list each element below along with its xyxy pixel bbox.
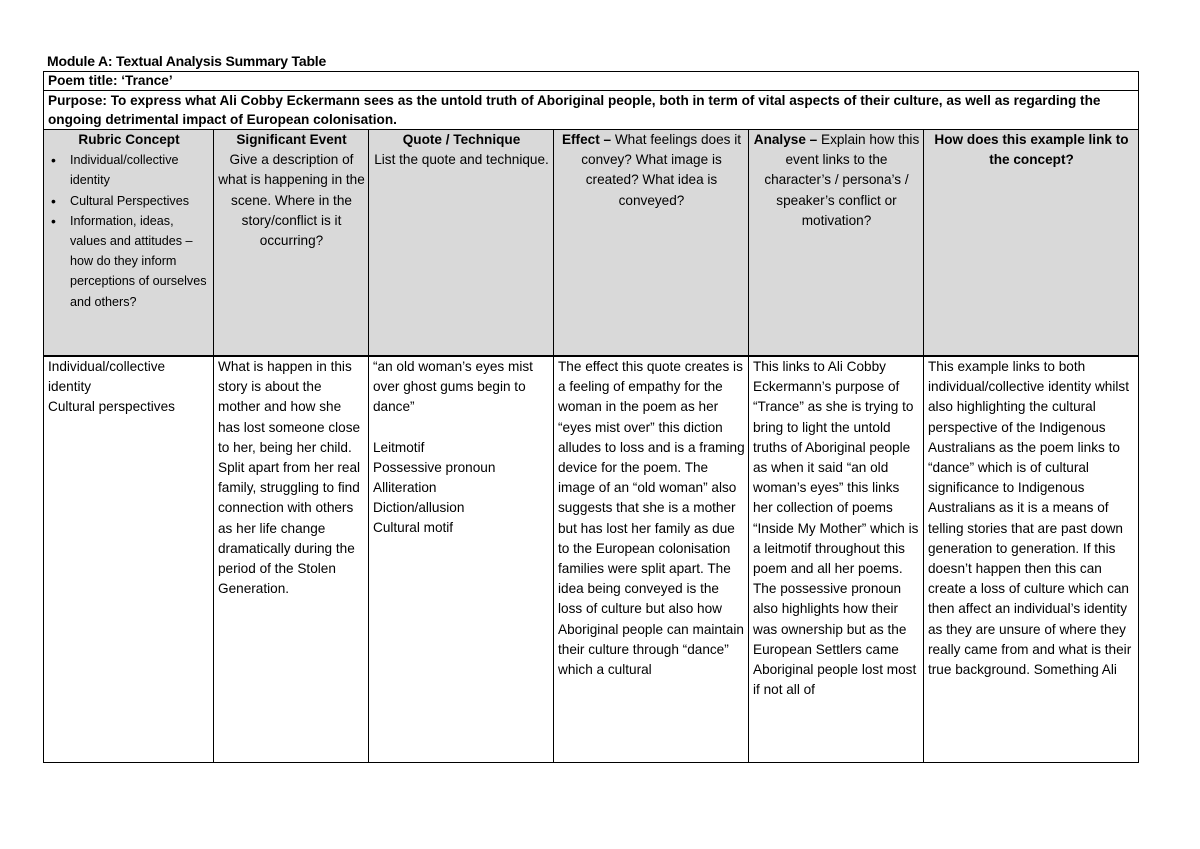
link-concept-title: How does this example link to the concept? (934, 132, 1129, 168)
rubric-concept-list (48, 150, 210, 312)
rubric-concept-title: Rubric Concept (78, 132, 180, 147)
analyse-title: Analyse – (753, 132, 818, 147)
quote-technique-title: Quote / Technique (402, 132, 521, 147)
event-text: What is happen in this story is about the mother and how she has lost someone close to her, being her child. Split apart from her real family, struggling to find connection with others as her life change dramatically during the period of the Stolen Generation. (218, 359, 361, 597)
technique-item: Diction/allusion (373, 500, 465, 516)
technique-item: Alliteration (373, 480, 437, 496)
analyse-header (749, 130, 924, 356)
purpose-statement: Purpose: To express what Ali Cobby Eckermann sees as the untold truth of Aboriginal people, both in term of vital aspects of their culture, as well as regarding the ongoing detrimental impact of European colonisation. (44, 91, 1139, 130)
effect-text: The effect this quote creates is a feeling of empathy for the woman in the poem as her “eyes mist over” this diction alludes to loss and is a framing device for the poem. The image of an “old woman” also suggests that she is a mother but has lost her family as due to the European colonisation families were split apart. The idea being conveyed is the loss of culture but also how Aboriginal people can maintain their culture through “dance” which a cultural (558, 359, 745, 678)
concept-entry: Cultural perspectives (48, 399, 175, 415)
rubric-concept-item: • Individual/collective identity (48, 150, 210, 190)
link-cell (924, 357, 1139, 763)
effect-title: Effect – (561, 132, 612, 147)
analysis-row (44, 357, 1139, 763)
quote-gap (373, 418, 550, 438)
poem-title: Poem title: ‘Trance’ (44, 72, 1139, 91)
concept-cell (44, 357, 214, 763)
link-text: This example links to both individual/collective identity whilst also highlighting the cultural perspective of the Indigenous Australians as the poem links to “dance” which is of cultural significance to Indigenous Australians as it is a means of telling stories that are past down generation to generation. If this doesn’t happen then this can create a loss of culture which can then affect an individual’s identity as they are unsure of where they really came from and what is their true background. Something Ali (928, 359, 1132, 678)
document-title: Module A: Textual Analysis Summary Table (47, 53, 327, 69)
quote-technique-description: List the quote and technique. (374, 152, 549, 168)
concept-entry: Individual/collective identity (48, 359, 166, 395)
significant-event-description: Give a description of what is happening in the scene. Where in the story/conflict is it occurring? (218, 152, 365, 249)
header-row (44, 130, 1139, 356)
technique-item: Possessive pronoun (373, 459, 496, 475)
technique-item: Leitmotif (373, 439, 425, 455)
quote-technique-header (369, 130, 554, 356)
rubric-concept-item: • Information, ideas, values and attitudes – how do they inform perceptions of ourselves and others? (48, 211, 210, 312)
event-cell (214, 357, 369, 763)
quote-text: “an old woman’s eyes mist over ghost gums begin to dance” (373, 359, 533, 415)
summary-table (43, 71, 1139, 763)
analyse-description: Explain how this event links to the character’s / persona’s / speaker’s conflict or motivation? (764, 132, 920, 228)
poem-title-row (44, 72, 1139, 91)
link-concept-header (924, 130, 1139, 356)
rubric-concept-item: • Cultural Perspectives (48, 191, 210, 211)
rubric-concept-header (44, 130, 214, 356)
quote-cell (369, 357, 554, 763)
effect-header (554, 130, 749, 356)
technique-item: Cultural motif (373, 520, 454, 536)
effect-description: What feelings does it convey? What image is created? What idea is conveyed? (581, 132, 742, 208)
analyse-cell (749, 357, 924, 763)
significant-event-header (214, 130, 369, 356)
purpose-row (44, 91, 1139, 130)
analyse-text: This links to Ali Cobby Eckermann’s purpose of “Trance” as she is trying to bring to light the untold truths of Aboriginal people as when it said “an old woman’s eyes” this links her collection of poems “Inside My Mother” which is a leitmotif throughout this poem and all her poems. The possessive pronoun also highlights how their was ownership but as the European Settlers came Aboriginal people lost most if not all of (753, 359, 919, 698)
significant-event-title: Significant Event (236, 132, 347, 147)
effect-cell (554, 357, 749, 763)
